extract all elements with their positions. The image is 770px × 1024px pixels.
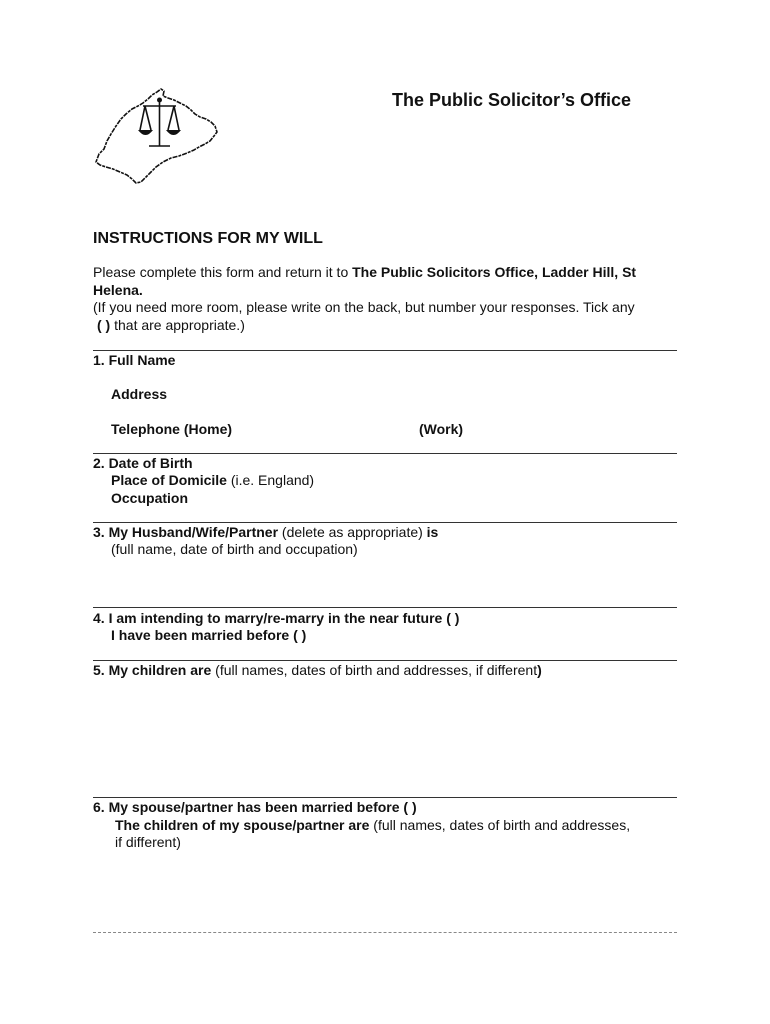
children-label: 5. My children are <box>93 662 212 678</box>
section-divider <box>93 797 677 798</box>
spouse-is: is <box>426 524 439 540</box>
tick-symbol: ( ) <box>97 316 111 333</box>
spouse-delete-note: (delete as appropriate) <box>278 524 427 540</box>
spouse-label: 3. My Husband/Wife/Partner <box>93 524 279 540</box>
section-divider <box>93 660 677 661</box>
section-divider <box>93 350 677 351</box>
occupation-label: Occupation <box>111 490 189 506</box>
section-divider <box>93 453 677 454</box>
date-of-birth-label: 2. Date of Birth <box>93 455 193 471</box>
intro-text: Please complete this form and return it to <box>93 264 353 280</box>
spouse-children-label: The children of my spouse/partner are <box>115 817 370 833</box>
st-helena-island-scales-of-justice-icon <box>90 86 222 186</box>
spouse-row <box>93 524 438 542</box>
children-note-close: ) <box>537 662 542 678</box>
intro-office-address: The Public Solicitors Office, Ladder Hill, St Helena. <box>93 264 637 298</box>
telephone-home-label: Telephone (Home) <box>111 421 233 437</box>
document-heading: INSTRUCTIONS FOR MY WILL <box>93 230 323 247</box>
section-divider <box>93 607 677 608</box>
bottom-divider <box>93 932 677 933</box>
spouse-children-note: (full names, dates of birth and addresses, <box>369 817 631 833</box>
spouse-details-note: (full name, date of birth and occupation) <box>111 541 358 557</box>
married-before-label: I have been married before ( ) <box>111 627 307 643</box>
spouse-children-row <box>115 817 630 835</box>
intro-paragraph <box>93 264 683 334</box>
telephone-work-label: (Work) <box>419 421 464 437</box>
spouse-married-before-label: 6. My spouse/partner has been married before ( ) <box>93 799 417 815</box>
section-divider <box>93 522 677 523</box>
intro-instructions: (If you need more room, please write on the back, but number your responses. Tick any <box>93 299 635 315</box>
address-label: Address <box>111 386 168 402</box>
domicile-note: (i.e. England) <box>226 472 315 488</box>
office-title: The Public Solicitor’s Office <box>392 90 632 110</box>
domicile-label: Place of Domicile <box>111 472 227 488</box>
intro-instructions-end: that are appropriate.) <box>110 316 245 333</box>
domicile-row <box>111 472 314 490</box>
full-name-label: 1. Full Name <box>93 352 176 368</box>
children-note: (full names, dates of birth and addresses, if different <box>211 662 538 678</box>
marry-intent-label: 4. I am intending to marry/re-marry in the near future ( ) <box>93 610 460 626</box>
spouse-children-note-cont: if different) <box>115 834 181 850</box>
children-row <box>93 662 542 680</box>
